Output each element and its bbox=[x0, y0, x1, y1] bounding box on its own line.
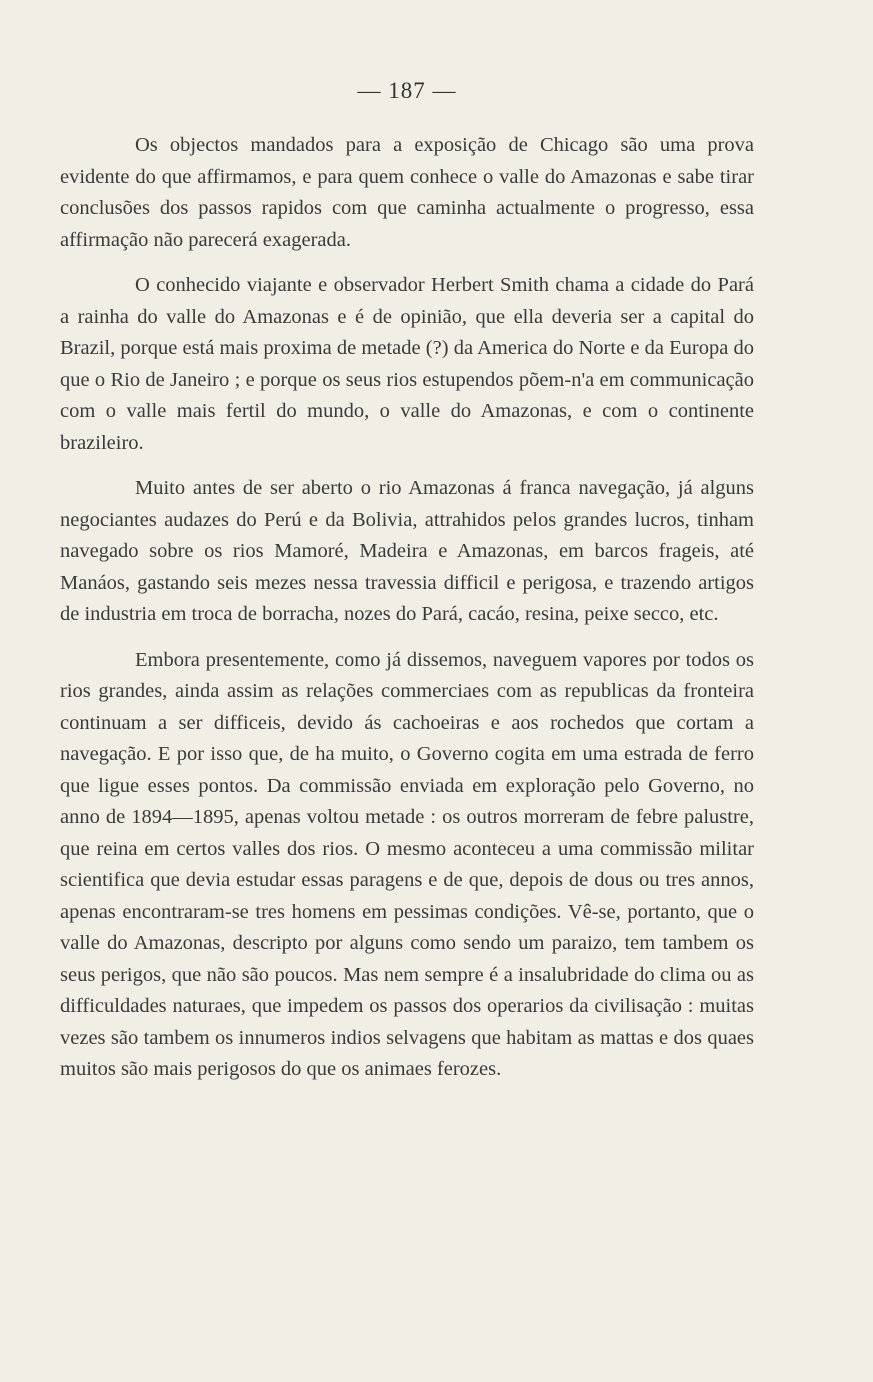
book-page bbox=[60, 78, 754, 1086]
paragraph: Os objectos mandados para a exposição de Chicago são uma prova evidente do que affirmamos, e para quem conhece o valle do Amazonas e sabe tirar conclusões dos passos rapidos com que caminha actualmente o progresso, essa affirmação não parecerá exagerada. bbox=[60, 134, 754, 251]
paragraph: Embora presentemente, como já dissemos, naveguem vapores por todos os rios grandes, ainda assim as relações commerciaes com as republicas da fronteira continuam a ser difficeis, devido ás cachoeiras e aos rochedos que cortam a navegação. E por isso que, de ha muito, o Governo cogita em uma estrada de ferro que ligue esses pontos. Da commissão enviada em exploração pelo Governo, no anno de 1894—1895, apenas voltou metade : os outros morreram de febre palustre, que reina em certos valles dos rios. O mesmo aconteceu a uma commissão militar scientifica que devia estudar essas paragens e de que, depois de dous ou tres annos, apenas encontraram-se tres homens em pessimas condições. Vê-se, portanto, que o valle do Amazonas, descripto por alguns como sendo um paraizo, tem tambem os seus perigos, que não são poucos. Mas nem sempre é a insalubridade do clima ou as difficuldades naturaes, que impedem os passos dos operarios da civilisação : muitas vezes são tambem os innumeros indios selvagens que habitam as mattas e dos quaes muitos são mais perigosos do que os animaes ferozes. bbox=[60, 648, 754, 1080]
paragraph: Muito antes de ser aberto o rio Amazonas á franca navegação, já alguns negociantes audazes do Perú e da Bolivia, attrahidos pelos grandes lucros, tinham navegado sobre os rios Mamoré, Madeira e Amazonas, em barcos frageis, até Manáos, gastando seis mezes nessa travessia difficil e perigosa, e trazendo artigos de industria em troca de borracha, nozes do Pará, cacáo, resina, peixe secco, etc. bbox=[60, 477, 754, 625]
page-number: — 187 — bbox=[357, 78, 457, 103]
paragraph: O conhecido viajante e observador Herbert Smith chama a cidade do Pará a rainha do valle do Amazonas e é de opinião, que ella deveria ser a capital do Brazil, porque está mais proxima de metade (?) da America do Norte e da Europa do que o Rio de Janeiro ; e porque os seus rios estupendos põem-n'a em communicação com o valle mais fertil do mundo, o valle do Amazonas, e com o continente brazileiro. bbox=[60, 274, 754, 454]
